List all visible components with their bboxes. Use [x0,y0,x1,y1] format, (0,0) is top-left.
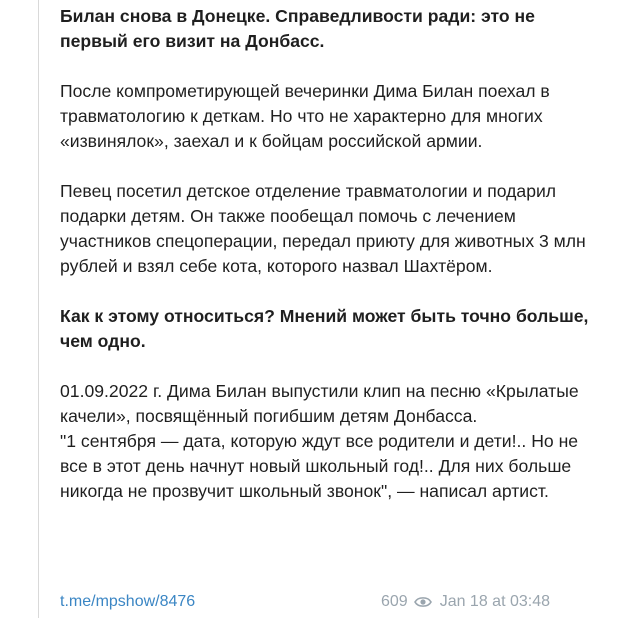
eye-icon [414,595,432,609]
post-link[interactable]: t.me/mpshow/8476 [60,593,196,610]
post-meta [381,593,550,611]
paragraph-gap [60,154,600,179]
post-body [60,0,600,504]
post-paragraph-1: После компрометирующей вечеринки Дима Билан поехал в травматологию к деткам. Но что не характерно для многих «извинялок», заехал и к бойцам российской армии. [60,81,550,151]
paragraph-gap [60,354,600,379]
post-paragraph-2: Певец посетил детское отделение травматологии и подарил подарки детям. Он также пообещал помочь с лечением участников спецоперации, передал приюту для животных 3 млн рублей и взял себе кота, которого назвал Шахтёром. [60,181,586,276]
left-divider [38,0,39,618]
post-quote: "1 сентября — дата, которую ждут все родители и дети!.. Но не все в этот день начнут новый школьный год!.. Для них больше никогда не прозвучит школьный звонок", — написал артист. [60,431,579,501]
post-timestamp: Jan 18 at 03:48 [439,593,550,610]
post-heading-2: Как к этому относиться? Мнений может быть точно больше, чем одно. [60,306,589,351]
post-paragraph-3: 01.09.2022 г. Дима Билан выпустили клип на песню «Крылатые качели», посвящённый погибшим детям Донбасса. [60,381,579,426]
post-footer [60,590,550,614]
post-heading-1: Билан снова в Донецке. Справедливости ради: это не первый его визит на Донбасс. [60,6,535,51]
paragraph-gap [60,279,600,304]
view-count: 609 [380,593,408,610]
paragraph-gap [60,54,600,79]
